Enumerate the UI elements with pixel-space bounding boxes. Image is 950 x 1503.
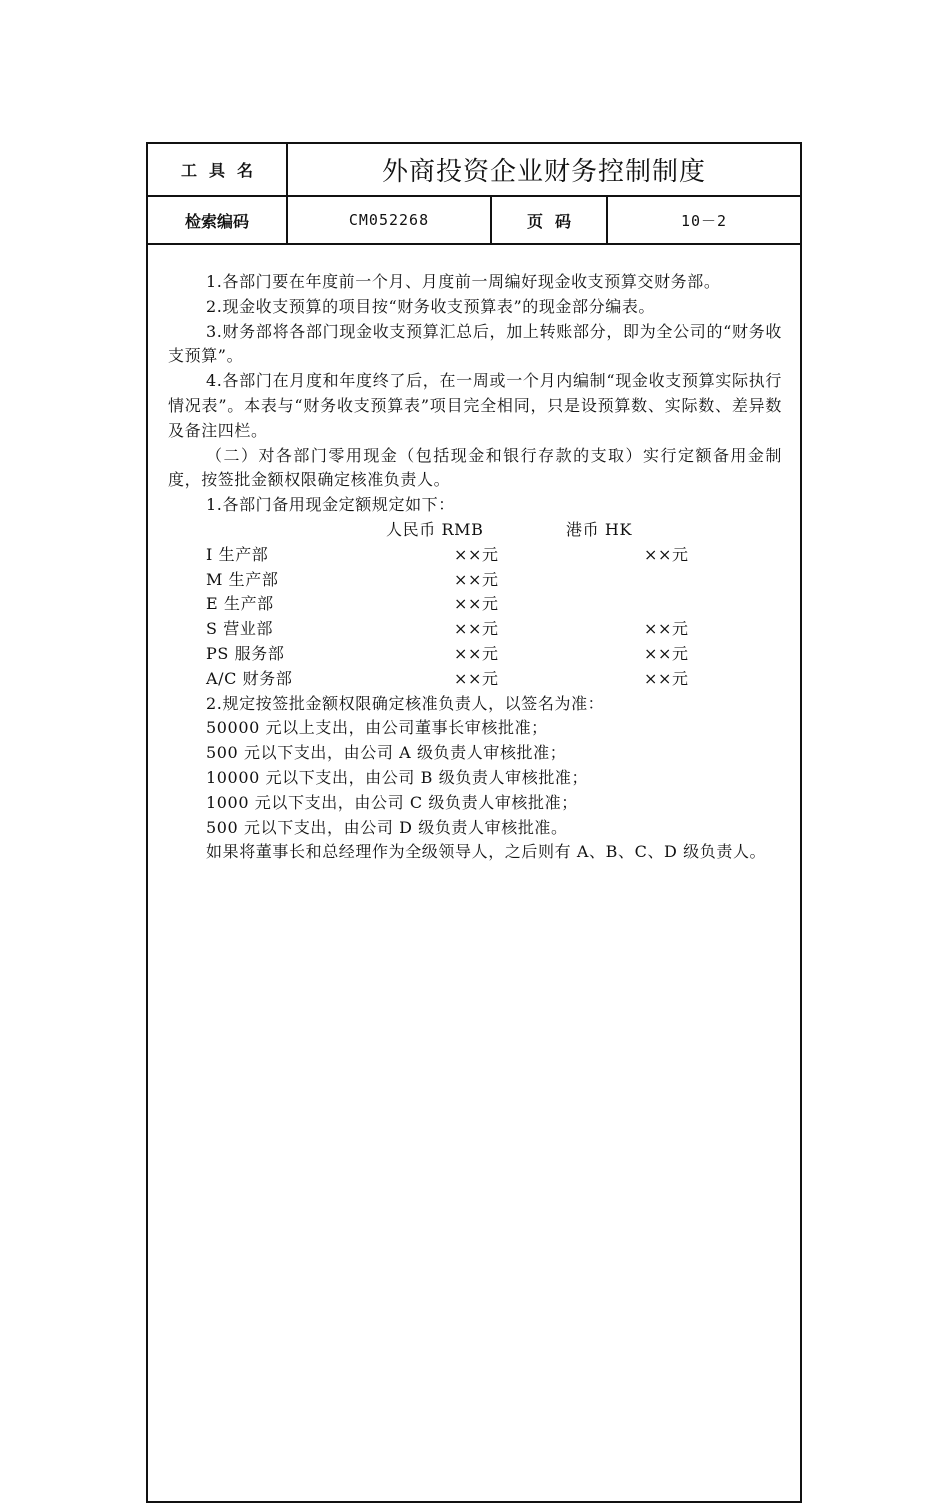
- approval-line: 1000 元以下支出，由公司 C 级负责人审核批准；: [206, 792, 578, 812]
- document-frame: [146, 142, 802, 1503]
- rmb-amount: ××元: [454, 544, 499, 564]
- quota-table: [168, 518, 782, 692]
- paragraph-2: 2.现金收支预算的项目按“财务收支预算表”的现金部分编表。: [206, 296, 656, 316]
- approval-line: 500 元以下支出，由公司 D 级负责人审核批准。: [206, 817, 568, 837]
- dept-name: M 生产部: [206, 569, 279, 589]
- paragraph-7: 2.规定按签批金额权限确定核准负责人，以签名为准：: [206, 693, 605, 713]
- rmb-amount: ××元: [454, 643, 499, 663]
- quota-table-header: [168, 518, 782, 543]
- code-value: CM052268: [288, 197, 492, 243]
- paragraph-1: 1.各部门要在年度前一个月、月度前一周编好现金收支预算交财务部。: [206, 272, 721, 291]
- quota-row: [168, 568, 782, 593]
- header-row-meta: [148, 197, 800, 245]
- dept-name: PS 服务部: [206, 643, 285, 663]
- hk-amount: ××元: [644, 619, 689, 639]
- header-row-title: [148, 144, 800, 197]
- paragraph-4: 4.各部门在月度和年度终了后，在一周或一个月内编制“现金收支预算实际执行情况表”。本表与“财务收支预算表”项目完全相同，只是设预算数、实际数、差异数及备注四栏。: [168, 371, 782, 440]
- document-body: [148, 245, 800, 1501]
- paragraph-3: 3.财务部将各部门现金收支预算汇总后，加上转账部分，即为全公司的“财务收支预算”。: [168, 321, 782, 366]
- approval-line: 10000 元以下支出，由公司 B 级负责人审核批准；: [206, 767, 589, 787]
- hk-amount: ××元: [644, 668, 689, 688]
- paragraph-8: 如果将董事长和总经理作为全级领导人，之后则有 A、B、C、D 级负责人。: [206, 842, 767, 862]
- hk-amount: ××元: [644, 544, 689, 564]
- quota-row: [168, 543, 782, 568]
- paragraph-6: 1.各部门备用现金定额规定如下：: [206, 495, 455, 515]
- page-label: 页码: [492, 197, 608, 243]
- rmb-amount: ××元: [454, 668, 499, 688]
- header-rmb: 人民币 RMB: [386, 519, 484, 539]
- dept-name: A/C 财务部: [206, 668, 293, 688]
- quota-row: [168, 592, 782, 617]
- dept-name: S 营业部: [206, 619, 274, 639]
- code-label: 检索编码: [148, 197, 288, 243]
- document-title: 外商投资企业财务控制制度: [381, 157, 706, 187]
- rmb-amount: ××元: [454, 619, 499, 639]
- page-value: 10－2: [680, 211, 728, 230]
- hk-amount: ××元: [644, 643, 689, 663]
- quota-row: [168, 617, 782, 642]
- approval-line: 500 元以下支出，由公司 A 级负责人审核批准；: [206, 743, 567, 763]
- paragraph-5: （二）对各部门零用现金（包括现金和银行存款的支取）实行定额备用金制度，按签批金额权限确定核准负责人。: [168, 445, 782, 490]
- rmb-amount: ××元: [454, 569, 499, 589]
- tool-label: 工具名: [148, 144, 288, 195]
- header-hk: 港币 HK: [566, 519, 632, 539]
- approval-line: 50000 元以上支出，由公司董事长审核批准；: [206, 718, 548, 738]
- dept-name: I 生产部: [206, 544, 269, 564]
- quota-row: [168, 667, 782, 692]
- dept-name: E 生产部: [206, 594, 274, 614]
- rmb-amount: ××元: [454, 594, 499, 614]
- quota-row: [168, 642, 782, 667]
